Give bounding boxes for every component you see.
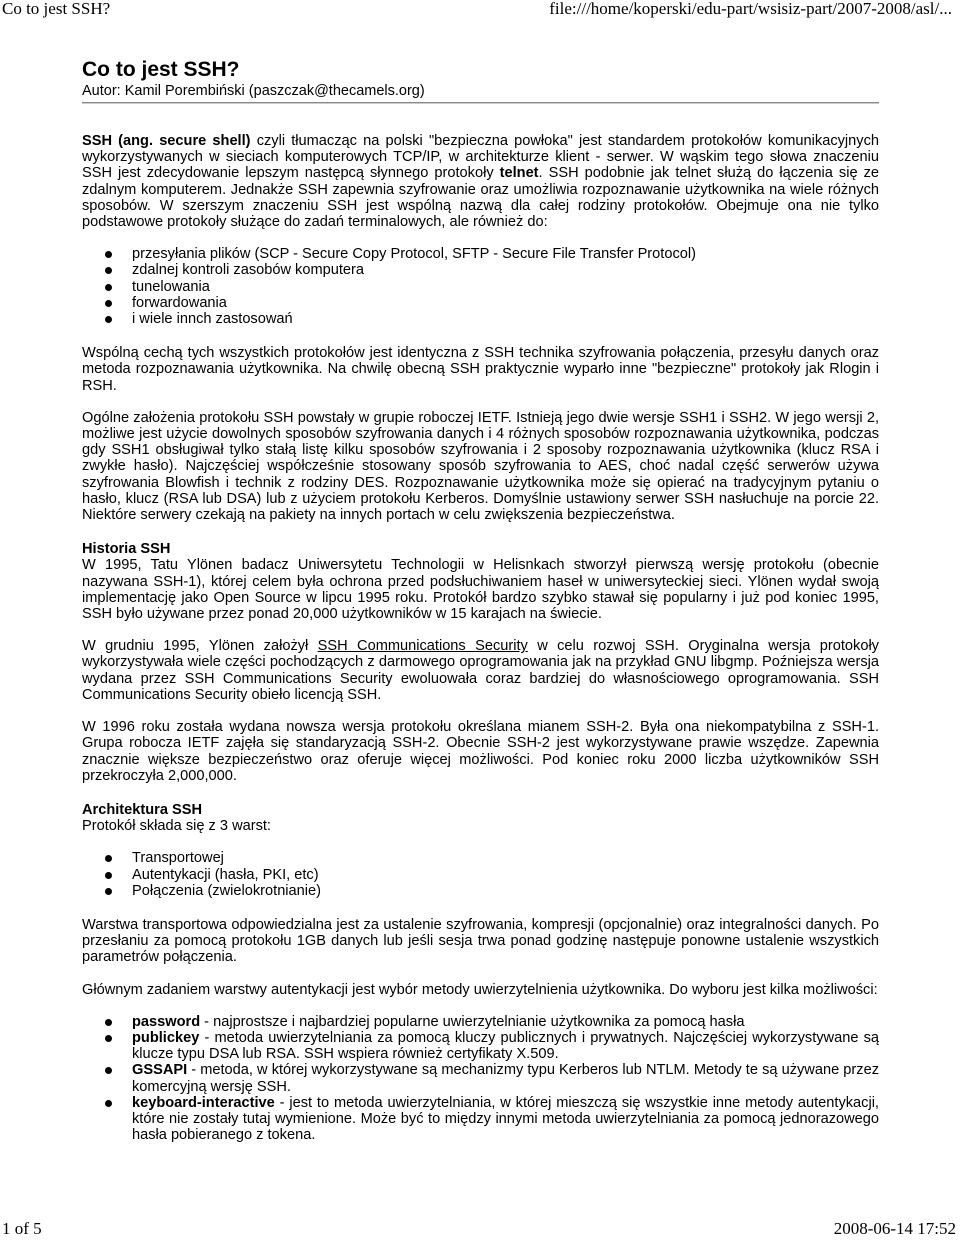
- list-item: forwardowania: [82, 295, 879, 311]
- method-name: password: [132, 1013, 201, 1030]
- list-item: keyboard-interactive - jest to metoda uwierzytelniania, w której mieszczą się wszystkie inne metody autentykacji, które nie zostały tutaj wymienione. Może być to między innymi metoda uwierzytelniania za pomocą jednorazowego hasła pobieranego z tokena.: [82, 1095, 879, 1144]
- page-title: Co to jest SSH?: [82, 58, 240, 81]
- page-number: 1 of 5: [2, 1219, 42, 1238]
- list-item: zdalnej kontroli zasobów komputera: [82, 262, 879, 278]
- article: [82, 58, 879, 1143]
- architecture-intro: Protokół składa się z 3 warst:: [82, 818, 271, 835]
- list-item: Połączenia (zwielokrotnianie): [82, 883, 879, 899]
- general-paragraph: Ogólne założenia protokołu SSH powstały w grupie roboczej IETF. Istnieją jego dwie wersje SSH1 i SSH2. W jego wersji 2, możliwe jest użycie dowolnych sposobów szyfrowania danych i 4 różnych sposobów rozpoznawania użytkownika, podczas gdy SSH1 obsługiwał tylko stałą listę kilku sposobów szyfrowania i 2 sposoby rozpoznawania użytkownika (klucz RSA i zwykłe hasło). Najczęściej współcześnie stosowany sposób szyfrowania to AES, choć nadal część serwerów używa szyfrowania Blowfish i technik z rodziny DES. Rozpoznawanie użytkownika może się opierać na tradycyjnym pytaniu o hasło, klucz (RSA lub DSA) lub z użyciem protokołu Kerberos. Domyślnie ustawiony serwer SSH nasłuchuje na porcie 22. Niektóre serwery czekają na pakiety na innych portach w celu zwiększenia bezpieczeństwa.: [82, 409, 879, 524]
- ssh-communications-link[interactable]: SSH Communications Security: [317, 638, 528, 655]
- list-item: Autentykacji (hasła, PKI, etc): [82, 867, 879, 883]
- print-header: [0, 0, 960, 20]
- uses-list: [82, 246, 879, 327]
- author-line: Autor: Kamil Porembiński (paszczak@thecamels.org): [82, 83, 425, 99]
- list-item: tunelowania: [82, 279, 879, 295]
- intro-lead: SSH (ang. secure shell): [82, 133, 251, 149]
- list-item: publickey - metoda uwierzytelniania za pomocą kluczy publicznych i prywatnych. Najczęściej wykorzystywane są klucze typu DSA lub RSA. SSH wspiera również certyfikaty X.509.: [82, 1030, 879, 1062]
- history-paragraph-1: W 1995, Tatu Ylönen badacz Uniwersytetu Technologii w Helisnkach stworzył pierwszą wersję protokołu (obecnie nazywana SSH-1), której celem była ochrona przed podsłuchiwaniem haseł w uniwersyteckiej sieci. Ylönen wydał swoją implementację jako Open Source w lipcu 1995 roku. Protokół bardzo szybko stawał się popularny i już pod koniec 1995, SSH było używane przez ponad 20,000 użytkowników w 15 karajach na świecie.: [82, 557, 879, 623]
- list-item: i wiele innch zastosowań: [82, 311, 879, 327]
- telnet-term: telnet: [499, 165, 539, 182]
- auth-methods-list: [82, 1014, 879, 1144]
- history-heading: Historia SSH: [82, 541, 171, 558]
- list-item: GSSAPI - metoda, w której wykorzystywane są mechanizmy typu Kerberos lub NTLM. Metody te są używane przez komercyjną wersję SSH.: [82, 1062, 879, 1094]
- print-datetime: 2008-06-14 17:52: [833, 1219, 956, 1238]
- transport-paragraph: Warstwa transportowa odpowiedzialna jest za ustalenie szyfrowania, kompresji (opcjonalnie) oraz integralności danych. Po przesłaniu za pomocą protokołu 1GB danych lub jeśli sesja trwa ponad godzinę następuje ponowne ustalenie wszystkich parametrów połączenia.: [82, 916, 879, 966]
- method-name: GSSAPI: [132, 1062, 188, 1079]
- list-item: password - najprostsze i najbardziej popularne uwierzytelnianie użytkownika za pomocą hasła: [82, 1014, 879, 1030]
- header-url: file:///home/koperski/edu-part/wsisiz-part/2007-2008/asl/...: [549, 0, 952, 18]
- list-item: Transportowej: [82, 850, 879, 866]
- intro-paragraph: SSH (ang. secure shell) czyli tłumacząc na polski "bezpieczna powłoka" jest standardem protokołów komunikacyjnych wykorzystywanych w sieciach komputerowych TCP/IP, w architekturze klient - serwer. W wąskim tego słowa znaczeniu SSH jest zdecydowanie lepszym następcą słynnego protokoły telnet. SSH podobnie jak telnet służą do łączenia się ze zdalnym komputerem. Jednakże SSH zapewnia szyfrowanie oraz umożliwia rozpoznawanie użytkownika na wiele różnych sposobów. W szerszym znaczeniu SSH jest wspólną nazwą dla całej rodziny protokołów. Obejmuje ona nie tylko podstawowe protokoły służące do zadań terminalowych, ale również do:: [82, 133, 879, 231]
- method-name: keyboard-interactive: [132, 1094, 275, 1111]
- layers-list: [82, 850, 879, 899]
- header-title: Co to jest SSH?: [2, 0, 111, 18]
- history-paragraph-3: W 1996 roku została wydana nowsza wersja protokołu określana mianem SSH-2. Była ona niekompatybilna z SSH-1. Grupa robocza IETF zajęła się standaryzacją SSH-2. Obecnie SSH-2 jest wykorzystywane prawie wszędze. Zapewnia znacznie większe bezpieczeństwo oraz oferuje więcej możliwości. Pod koniec roku 2000 liczba użytkowników SSH przekroczyła 2,000,000.: [82, 719, 879, 784]
- method-name: publickey: [132, 1029, 200, 1046]
- history-paragraph-2: W grudniu 1995, Ylönen założył SSH Communications Security w celu rozwoj SSH. Oryginalna wersja protokoły wykorzystywała wiele części pochodzących z darmowego oprogramowania jak na przykład GNU libgmp. Poźniejsza wersja wydana przez SSH Communications Security ewoluowała coraz bardziej do własnościowego oprogramowania. SSH Communications Security obieło licencją SSH.: [82, 638, 879, 703]
- common-paragraph: Wspólną cechą tych wszystkich protokołów jest identyczna z SSH technika szyfrowania połączenia, przesyłu danych oraz metoda rozpoznawania użytkownika. Na chwilę obecną SSH praktycznie wyparło inne "bezpieczne" protokoły jak Rlogin i RSH.: [82, 345, 879, 394]
- list-item: przesyłania plików (SCP - Secure Copy Protocol, SFTP - Secure File Transfer Protocol): [82, 246, 879, 262]
- auth-paragraph: Głównym zadaniem warstwy autentykacji jest wybór metody uwierzytelnienia użytkownika. Do wyboru jest kilka możliwości:: [82, 981, 878, 998]
- architecture-heading: Architektura SSH: [82, 801, 203, 818]
